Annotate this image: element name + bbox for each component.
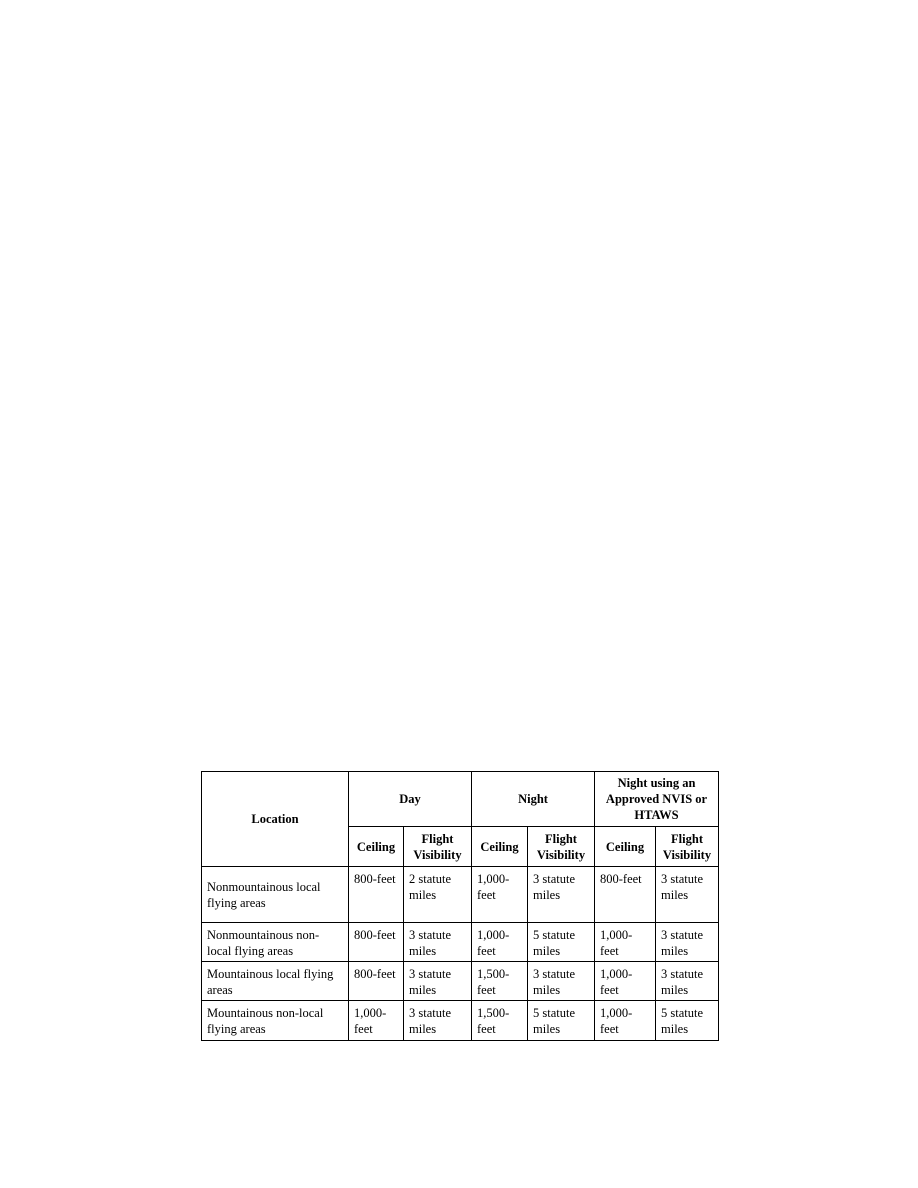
cell-nvis-visibility: 3 statute miles	[656, 923, 719, 962]
cell-nvis-ceiling: 1,000-feet	[595, 962, 656, 1001]
header-location: Location	[202, 772, 349, 867]
cell-night-visibility: 3 statute miles	[528, 867, 595, 923]
cell-nvis-visibility: 3 statute miles	[656, 962, 719, 1001]
cell-nvis-ceiling: 1,000-feet	[595, 1001, 656, 1041]
header-day-visibility: Flight Visibility	[404, 827, 472, 867]
cell-night-ceiling: 1,000-feet	[472, 867, 528, 923]
cell-day-ceiling: 800-feet	[349, 923, 404, 962]
header-night: Night	[472, 772, 595, 827]
cell-day-ceiling: 800-feet	[349, 867, 404, 923]
header-day-ceiling: Ceiling	[349, 827, 404, 867]
header-night-ceiling: Ceiling	[472, 827, 528, 867]
cell-night-ceiling: 1,500-feet	[472, 1001, 528, 1041]
row-location: Mountainous local flying areas	[202, 962, 349, 1001]
header-row-groups	[202, 772, 719, 827]
cell-day-visibility: 3 statute miles	[404, 962, 472, 1001]
table-row	[202, 923, 719, 962]
row-location: Nonmountainous non-local flying areas	[202, 923, 349, 962]
header-day: Day	[349, 772, 472, 827]
row-location: Mountainous non-local flying areas	[202, 1001, 349, 1041]
cell-nvis-ceiling: 800-feet	[595, 867, 656, 923]
header-nvis-ceiling: Ceiling	[595, 827, 656, 867]
cell-day-ceiling: 800-feet	[349, 962, 404, 1001]
header-nvis-visibility: Flight Visibility	[656, 827, 719, 867]
cell-day-visibility: 3 statute miles	[404, 1001, 472, 1041]
table-row	[202, 867, 719, 923]
table-row	[202, 962, 719, 1001]
cell-day-ceiling: 1,000-feet	[349, 1001, 404, 1041]
cell-nvis-ceiling: 1,000-feet	[595, 923, 656, 962]
cell-night-visibility: 5 statute miles	[528, 923, 595, 962]
header-night-nvis: Night using an Approved NVIS or HTAWS	[595, 772, 719, 827]
cell-night-visibility: 5 statute miles	[528, 1001, 595, 1041]
cell-night-visibility: 3 statute miles	[528, 962, 595, 1001]
cell-nvis-visibility: 3 statute miles	[656, 867, 719, 923]
table-row	[202, 1001, 719, 1041]
row-location: Nonmountainous local flying areas	[202, 867, 349, 923]
cell-night-ceiling: 1,000-feet	[472, 923, 528, 962]
cell-day-visibility: 3 statute miles	[404, 923, 472, 962]
weather-minimums-table	[201, 771, 719, 1041]
cell-nvis-visibility: 5 statute miles	[656, 1001, 719, 1041]
cell-day-visibility: 2 statute miles	[404, 867, 472, 923]
header-night-visibility: Flight Visibility	[528, 827, 595, 867]
cell-night-ceiling: 1,500-feet	[472, 962, 528, 1001]
